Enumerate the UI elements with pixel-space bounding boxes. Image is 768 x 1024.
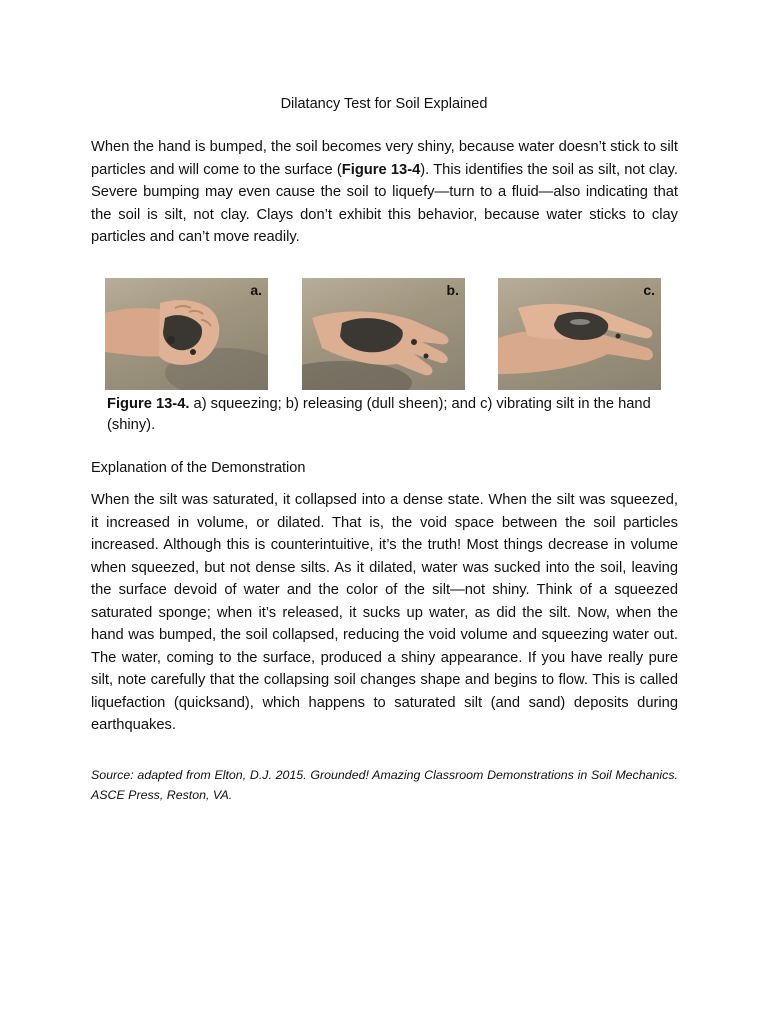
explanation-paragraph: When the silt was saturated, it collapsed into a dense state. When the silt was squeezed, it increased in volume, or dilated. That is, the void space between the soil particles increased. Although this is counterintuitive, it’s the truth! Most things decrease in volume when squeezed, but not dense silts. As it dilated, water was sucked into the soil, leaving the surface devoid of water and the color of the silt—not shiny. Think of a squeezed saturated sponge; when it’s released, it sucks up water, as did the silt. Now, when the hand was bumped, the soil collapsed, reducing the void volume and squeezing water out. The water, coming to the surface, produced a shiny appearance. If you have really pure silt, note carefully that the collapsing soil changes shape and begins to flow. This is called liquefaction (quicksand), which happens to saturated silt (and sand) deposits during earthquakes. [91,492,678,733]
figure-caption [107,394,667,436]
source-citation: Source: adapted from Elton, D.J. 2015. Grounded! Amazing Classroom Demonstrations in Soil Mechanics. ASCE Press, Reston, VA. [91,768,678,802]
caption-label: Figure 13-4. [107,396,190,412]
hand-open-soil-icon [302,278,465,390]
photo-panel-a [105,278,268,390]
caption-text: a) squeezing; b) releasing (dull sheen); and c) vibrating silt in the hand (shiny). [107,396,651,433]
figure-13-4 [105,278,655,390]
photo-panel-c [498,278,661,390]
intro-paragraph [91,136,678,249]
hand-squeezing-soil-icon [105,278,268,390]
panel-label-c: c. [643,282,655,298]
figure-reference: Figure 13-4 [341,161,421,178]
panel-label-a: a. [250,282,262,298]
intro-text-start: When the hand is bumped, the soil becomes very shiny, because water doesn’t stick to silt particles and will come to the surface ( [91,139,678,178]
photo-panel-b [302,278,465,390]
section-heading: Explanation of the Demonstration [91,460,306,476]
document-title: Dilatancy Test for Soil Explained [280,96,488,112]
panel-label-b: b. [446,282,459,298]
intro-text-end: ). This identifies the soil as silt, not clay. Severe bumping may even cause the soil to liquefy—turn to a fluid—also indicating that the soil is silt, not clay. Clays don’t exhibit this behavior, because water sticks to clay particles and can’t move readily. [91,161,678,245]
hand-vibrating-soil-icon [498,278,661,390]
